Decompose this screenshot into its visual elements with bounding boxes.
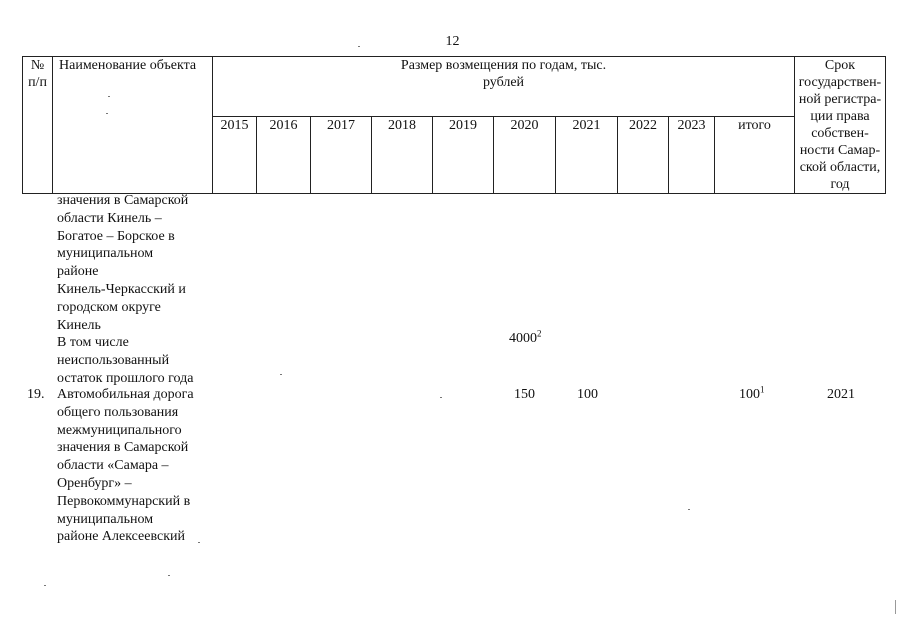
header-term-line: Срок — [824, 58, 856, 73]
footnote-mark: 2 — [537, 328, 542, 339]
header-term-line: ской области, — [799, 160, 881, 175]
row19-name-line: Автомобильная дорога — [57, 387, 194, 402]
row19-name-line: Первокоммунарский в — [57, 493, 191, 509]
year-2020: 2020 — [494, 116, 556, 193]
header-term-line: ной регистра- — [798, 92, 882, 107]
header-num-label: № п/п — [28, 58, 47, 90]
header-term-line: государствен- — [798, 75, 882, 90]
year-2021: 2021 — [556, 116, 618, 193]
row19-value-2021: 100 — [577, 387, 598, 402]
row19-name-line: межмуниципального — [57, 422, 182, 438]
row18-name-line: Кинель — [57, 317, 101, 333]
header-amount — [213, 57, 795, 117]
row18-name — [57, 192, 193, 388]
row19-value-2020: 150 — [514, 387, 535, 402]
row19-total: 100 — [739, 387, 760, 402]
scan-speck — [108, 96, 110, 97]
year-2016: 2016 — [257, 116, 311, 193]
row18-name-line: Богатое – Борское в — [57, 228, 175, 244]
row18-value-2020 — [509, 330, 542, 348]
year-2023: 2023 — [669, 116, 715, 193]
header-term — [795, 57, 886, 194]
scan-speck — [440, 397, 442, 398]
row19-name-line: общего пользования — [57, 404, 179, 420]
scan-speck — [280, 374, 282, 375]
row19-name-line: Оренбург» – — [57, 475, 132, 491]
scan-edge-mark — [895, 600, 896, 614]
row18-name-line: области Кинель – — [57, 210, 162, 226]
header-term-line: год — [830, 177, 850, 192]
year-2019: 2019 — [433, 116, 494, 193]
scan-speck — [688, 509, 690, 510]
row19-num: 19. — [27, 387, 45, 402]
row18-name-line: значения в Самарской — [57, 193, 189, 208]
scan-speck — [106, 113, 108, 114]
header-num — [23, 57, 53, 194]
year-2017: 2017 — [311, 116, 372, 193]
row18-name-line: Кинель-Черкасский и — [57, 281, 186, 297]
row19-name — [57, 386, 194, 546]
scan-speck — [168, 575, 170, 576]
row19-name-line: значения в Самарской — [57, 440, 189, 456]
header-name-label: Наименование объекта — [59, 58, 197, 73]
row19-name-line: районе Алексеевский — [57, 529, 186, 545]
row18-name-line: городском округе — [57, 299, 161, 315]
row19-name-line: области «Самара – — [57, 458, 169, 474]
scan-speck — [44, 585, 46, 586]
scan-speck — [358, 46, 360, 47]
year-2022: 2022 — [618, 116, 669, 193]
row18-value: 4000 — [509, 331, 537, 346]
header-amount-label: Размер возмещения по годам, тыс. рублей — [400, 58, 607, 90]
row19-term: 2021 — [827, 387, 855, 402]
row18-sub-line: неиспользованный — [57, 353, 170, 369]
year-2015: 2015 — [213, 116, 257, 193]
header-term-line: собствен- — [811, 126, 869, 141]
row18-sub-line: В том числе — [57, 335, 129, 351]
footnote-mark: 1 — [760, 384, 765, 395]
header-term-line: ности Самар- — [799, 143, 881, 158]
row19-value-total — [739, 386, 765, 404]
row18-sub-line: остаток прошлого года — [57, 370, 194, 386]
row19-name-line: муниципальном — [57, 511, 154, 527]
row18-name-line: муниципальном — [57, 246, 154, 262]
header-name — [53, 57, 213, 194]
scan-speck — [198, 542, 200, 543]
header-term-line: ции права — [810, 109, 870, 124]
year-total: итого — [715, 116, 795, 193]
year-2018: 2018 — [372, 116, 433, 193]
row18-name-line: районе — [57, 264, 99, 280]
page-number: 12 — [445, 34, 460, 49]
table-header — [22, 56, 886, 194]
